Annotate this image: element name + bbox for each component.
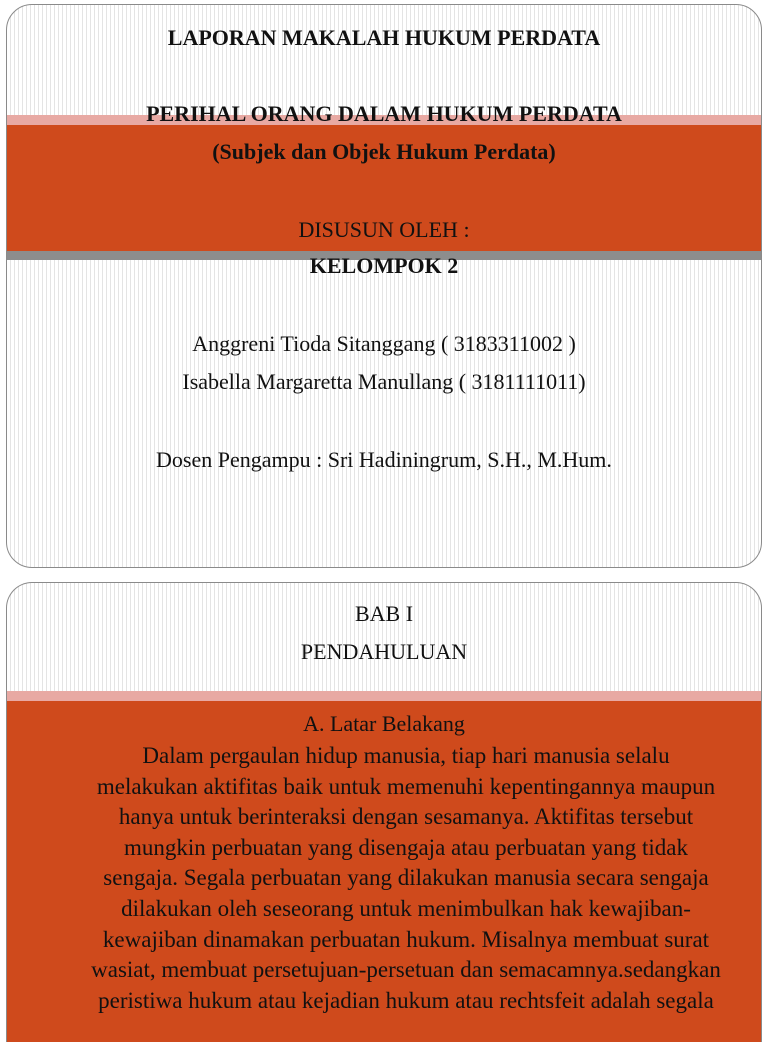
paragraph-line: wasiat, membuat persetujuan-persetuan dan semacamnya.sedangkan: [91, 957, 721, 983]
paragraph-line: hanya untuk berinteraksi dengan sesamanya. Aktifitas tersebut: [118, 804, 694, 830]
section-heading: A. Latar Belakang: [303, 711, 465, 736]
compiled-by-label: DISUSUN OLEH :: [298, 217, 470, 242]
paragraph-line: kewajiban dinamakan perbuatan hukum. Misalnya membuat surat: [102, 926, 710, 952]
paragraph-line: melakukan aktifitas baik untuk memenuhi kepentingannya maupun: [96, 773, 716, 799]
slide-1-cover: [6, 4, 762, 568]
paragraph-line: peristiwa hukum atau kejadian hukum atau rechtsfeit adalah segala: [98, 987, 714, 1013]
slide-2-introduction: [6, 582, 762, 1042]
paragraph-line: sengaja. Segala perbuatan yang dilakukan manusia secara sengaja: [103, 865, 709, 891]
chapter-title: PENDAHULUAN: [300, 639, 468, 664]
section-paragraph: [21, 741, 762, 1016]
pink-band: [7, 691, 761, 701]
paragraph-line: mungkin perbuatan yang disengaja atau perbuatan yang tidak: [124, 834, 688, 860]
group-name: KELOMPOK 2: [309, 253, 459, 278]
report-heading: PERIHAL ORANG DALAM HUKUM PERDATA: [146, 101, 622, 126]
member-name: Isabella Margaretta Manullang ( 3181111011): [182, 369, 586, 394]
paragraph-line: dilakukan oleh seseorang untuk menimbulkan hak kewajiban-: [121, 895, 691, 921]
report-title: LAPORAN MAKALAH HUKUM PERDATA: [167, 25, 601, 50]
chapter-number: BAB I: [354, 601, 414, 626]
member-name: Anggreni Tioda Sitanggang ( 3183311002 ): [192, 331, 576, 356]
lecturer-line: Dosen Pengampu : Sri Hadiningrum, S.H., M.Hum.: [156, 447, 612, 472]
paragraph-line: Dalam pergaulan hidup manusia, tiap hari manusia selalu: [142, 743, 670, 768]
report-subheading: (Subjek dan Objek Hukum Perdata): [212, 139, 556, 164]
